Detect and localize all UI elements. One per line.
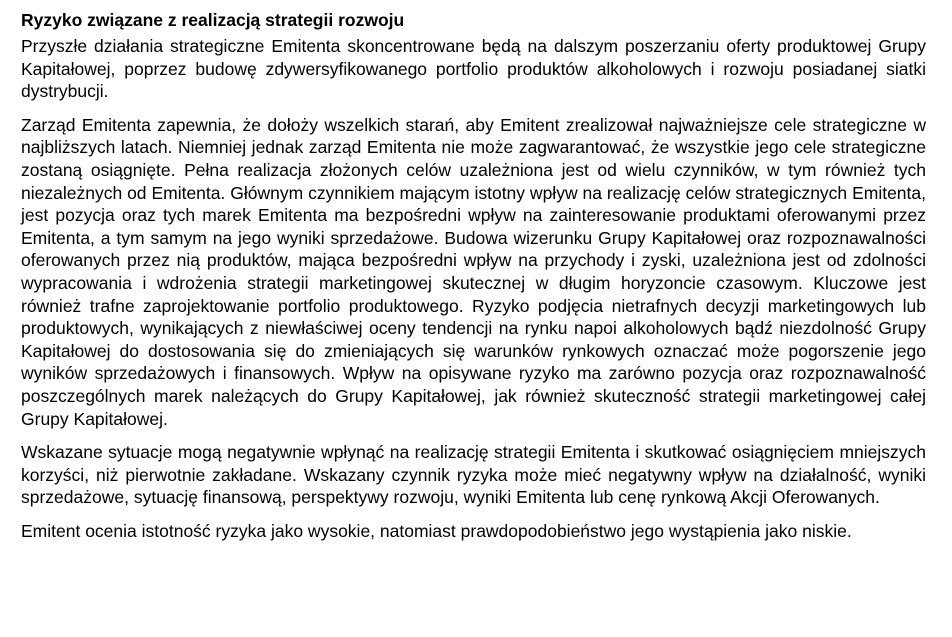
paragraph-risk-assessment: Emitent ocenia istotność ryzyka jako wysokie, natomiast prawdopodobieństwo jego wystąpienia jako niskie.: [21, 520, 852, 541]
section-heading: Ryzyko związane z realizacją strategii rozwoju: [21, 10, 405, 30]
paragraph-risk-impact: Wskazane sytuacje mogą negatywnie wpłynąć na realizację strategii Emitenta i skutkować osiągnięciem mniejszych korzyści, niż pierwotnie zakładane. Wskazany czynnik ryzyka może mieć negatywny wpływ na działalność, wyniki sprzedażowe, sytuację finansową, perspektywy rozwoju, wyniki Emitenta lub cenę rynkową Akcji Oferowanych.: [21, 442, 926, 508]
paragraph-strategy-intro: Przyszłe działania strategiczne Emitenta skoncentrowane będą na dalszym poszerzaniu oferty produktowej Grupy Kapitałowej, poprzez budowę zdywersyfikowanego portfolio produktów alkoholowych i rozwoju posiadanej siatki dystrybucji.: [21, 36, 926, 102]
paragraph-management-assurance: Zarząd Emitenta zapewnia, że dołoży wszelkich starań, aby Emitent zrealizował najważniejsze cele strategiczne w najbliższych latach. Niemniej jednak zarząd Emitenta nie może zagwarantować, że wszystkie jego cele strategiczne zostaną osiągnięte. Pełna realizacja złożonych celów uzależniona jest od wielu czynników, w tym również tych niezależnych od Emitenta. Głównym czynnikiem mającym istotny wpływ na realizację celów strategicznych Emitenta, jest pozycja oraz tych marek Emitenta ma bezpośredni wpływ na zainteresowanie produktami oferowanymi przez Emitenta, a tym samym na jego wyniki sprzedażowe. Budowa wizerunku Grupy Kapitałowej oraz rozpoznawalności oferowanych przez nią produktów, mająca bezpośredni wpływ na przychody i zyski, uzależniona jest od zdolności wypracowania i wdrożenia strategii marketingowej skutecznej w długim horyzoncie czasowym. Kluczowe jest również trafne zaprojektowanie portfolio produktowego. Ryzyko podjęcia nietrafnych decyzji marketingowych lub produktowych, wynikających z niewłaściwej oceny tendencji na rynku napoi alkoholowych bądź niezdolność Grupy Kapitałowej do dostosowania się do zmieniających się warunków rynkowych oznaczać może pogorszenie jego wyników sprzedażowych i finansowych. Wpływ na opisywane ryzyko ma zarówno pozycja oraz rozpoznawalność poszczególnych marek należących do Grupy Kapitałowej, jak również skuteczność strategii marketingowej całej Grupy Kapitałowej.: [21, 114, 926, 429]
